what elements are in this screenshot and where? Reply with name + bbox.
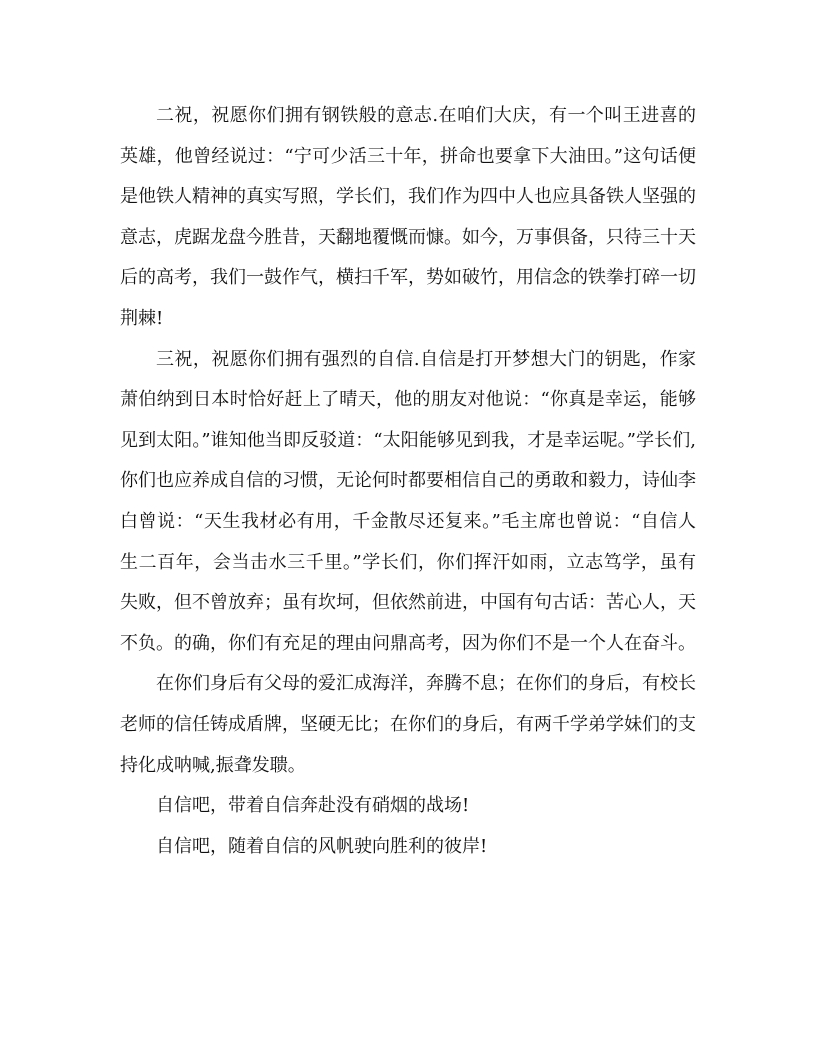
paragraph-support-behind: 在你们身后有父母的爱汇成海洋，奔腾不息；在你们的身后，有校长老师的信任铸成盾牌，坚硬无比；在你们的身后，有两千学弟学妹们的支持化成呐喊,振聋发聩。 [120,673,696,776]
paragraph-confidence-victory: 自信吧，随着自信的风帆驶向胜利的彼岸! [156,835,488,857]
paragraph-confidence-battlefield: 自信吧，带着自信奔赴没有硝烟的战场! [156,795,470,817]
document-body [120,96,696,867]
paragraph-second-wish: 二祝，祝愿你们拥有钢铁般的意志.在咱们大庆，有一个叫王进喜的英雄，他曾经说过：“宁可少活三十年，拼命也要拿下大油田。”这句话便是他铁人精神的真实写照，学长们，我们作为四中人也应具备铁人坚强的意志，虎踞龙盘今胜昔，天翻地覆慨而慷。如今，万事俱备，只待三十天后的高考，我们一鼓作气，横扫千军，势如破竹，用信念的铁拳打碎一切荆棘! [120,105,696,329]
paragraph-third-wish: 三祝，祝愿你们拥有强烈的自信.自信是打开梦想大门的钥匙，作家萧伯纳到日本时恰好赶上了晴天，他的朋友对他说：“你真是幸运，能够见到太阳。”谁知他当即反驳道：“太阳能够见到我，才是幸运呢。”学长们,你们也应养成自信的习惯，无论何时都要相信自己的勇敢和毅力，诗仙李白曾说：“天生我材必有用，千金散尽还复来。”毛主席也曾说：“自信人生二百年，会当击水三千里。”学长们，你们挥汗如雨，立志笃学，虽有失败，但不曾放弃；虽有坎坷，但依然前进，中国有句古话：苦心人，天不负。的确，你们有充足的理由问鼎高考，因为你们不是一个人在奋斗。 [120,348,696,654]
